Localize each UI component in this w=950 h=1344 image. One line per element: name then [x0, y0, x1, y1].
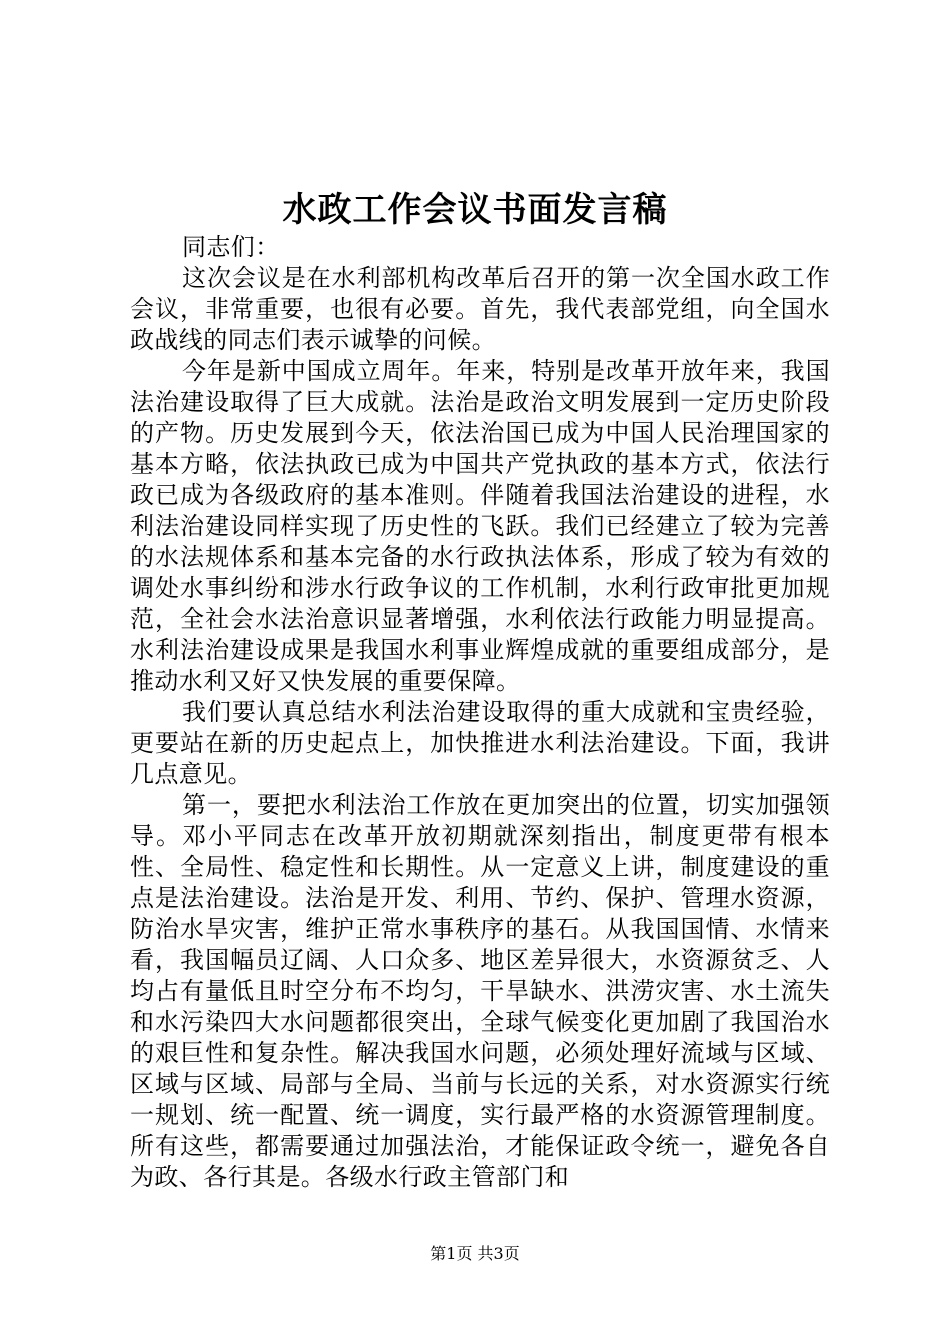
paragraph-2: 今年是新中国成立周年。年来，特别是改革开放年来，我国法治建设取得了巨大成就。法治是政治文明发展到一定历史阶段的产物。历史发展到今天，依法治国已成为中国人民治理国家的基本方略，依法执政已成为中国共产党执政的基本方式，依法行政已成为各级政府的基本准则。伴随着我国法治建设的进程，水利法治建设同样实现了历史性的飞跃。我们已经建立了较为完善的水法规体系和基本完备的水行政执法体系，形成了较为有效的调处水事纠纷和涉水行政争议的工作机制，水利行政审批更加规范，全社会水法治意识显著增强，水利依法行政能力明显提高。水利法治建设成果是我国水利事业辉煌成就的重要组成部分，是推动水利又好又快发展的重要保障。 [130, 357, 830, 695]
document-title: 水政工作会议书面发言稿 [282, 190, 668, 230]
salutation: 同志们： [182, 233, 280, 261]
paragraph-1: 这次会议是在水利部机构改革后召开的第一次全国水政工作会议，非常重要，也很有必要。首先，我代表部党组，向全国水政战线的同志们表示诚挚的问候。 [130, 264, 830, 354]
paragraph-4: 第一，要把水利法治工作放在更加突出的位置，切实加强领导。邓小平同志在改革开放初期就深刻指出，制度更带有根本性、全局性、稳定性和长期性。从一定意义上讲，制度建设的重点是法治建设。法治是开发、利用、节约、保护、管理水资源，防治水旱灾害，维护正常水事秩序的基石。从我国国情、水情来看，我国幅员辽阔、人口众多、地区差异很大，水资源贫乏、人均占有量低且时空分布不均匀，干旱缺水、洪涝灾害、水土流失和水污染四大水问题都很突出，全球气候变化更加剧了我国治水的艰巨性和复杂性。解决我国水问题，必须处理好流域与区域、区域与区域、局部与全局、当前与长远的关系，对水资源实行统一规划、统一配置、统一调度，实行最严格的水资源管理制度。所有这些，都需要通过加强法治，才能保证政令统一，避免各自为政、各行其是。各级水行政主管部门和 [130, 791, 830, 1191]
document-body [130, 232, 830, 1193]
page-number-footer: 第1页 共3页 [430, 1244, 520, 1263]
paragraph-3: 我们要认真总结水利法治建设取得的重大成就和宝贵经验，更要站在新的历史起点上，加快推进水利法治建设。下面，我讲几点意见。 [130, 698, 830, 788]
